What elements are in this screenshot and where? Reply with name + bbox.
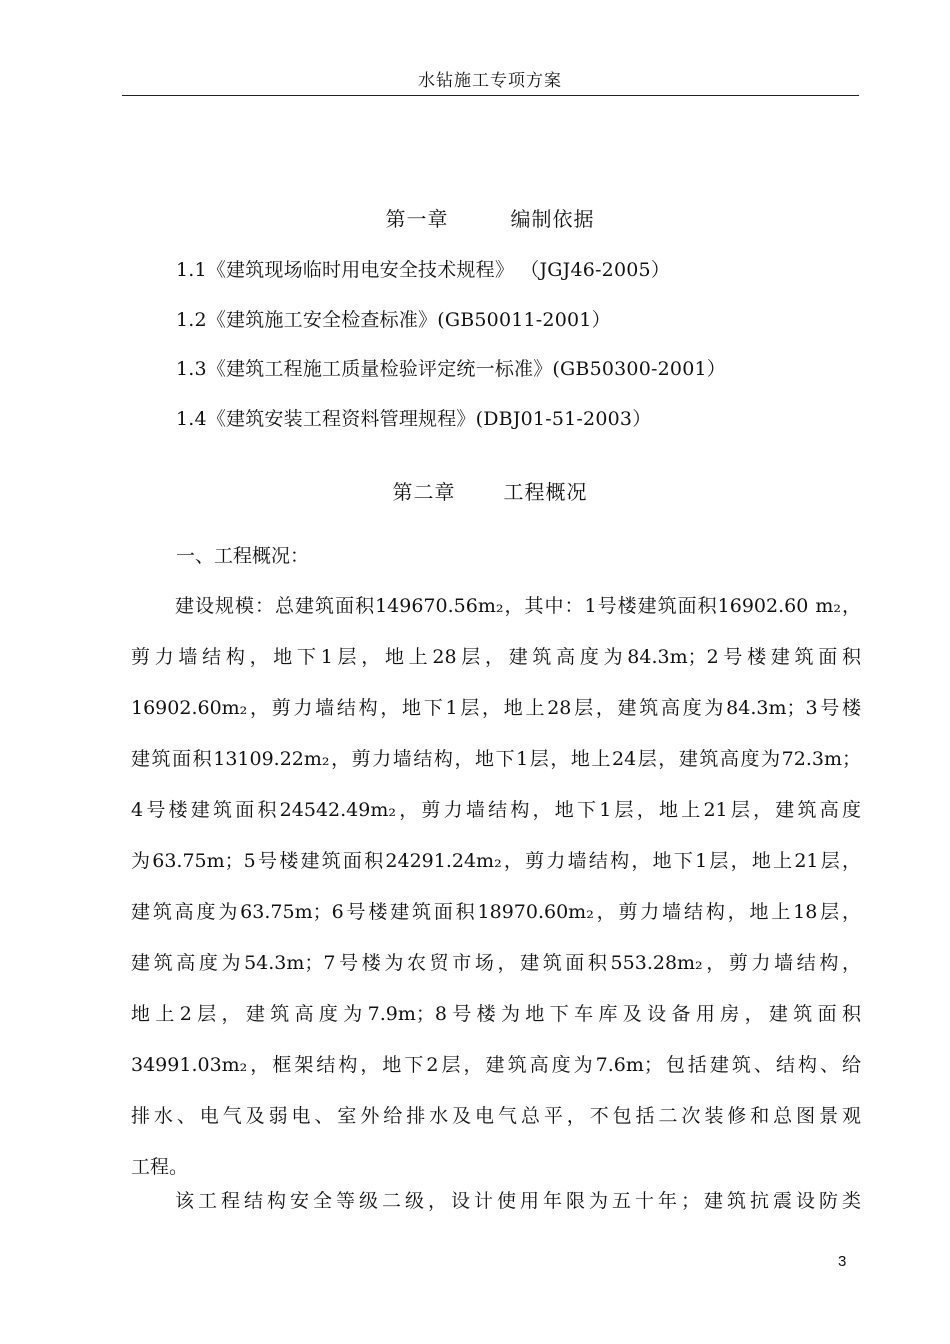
header-divider [122,95,859,96]
paragraph-line: 34991.03m₂，框架结构，地下2层，建筑高度为7.6m；包括建筑、结构、给 [131,1054,861,1076]
chapter-1-name: 编制依据 [510,207,595,231]
reference-item: 1.4《建筑安装工程资料管理规程》(DBJ01-51-2003） [176,408,652,430]
section-heading: 一、工程概况： [176,545,310,567]
page-number: 3 [838,1253,847,1270]
chapter-2-label: 第二章 [392,480,456,504]
paragraph-line: 建筑高度为63.75m；6号楼建筑面积18970.60m₂，剪力墙结构，地上18层， [131,901,861,923]
paragraph-line: 该工程结构安全等级二级，设计使用年限为五十年；建筑抗震设防类 [175,1190,861,1212]
paragraph-line: 16902.60m₂，剪力墙结构，地下1层，地上28层，建筑高度为84.3m；3号楼 [131,697,861,719]
paragraph-line: 建筑面积13109.22m₂，剪力墙结构，地下1层，地上24层，建筑高度为72.3m； [131,748,861,770]
paragraph-line: 地上2层，建筑高度为7.9m；8号楼为地下车库及设备用房，建筑面积 [131,1003,861,1025]
project-overview-paragraph [131,581,861,1193]
paragraph-line: 为63.75m；5号楼建筑面积24291.24m₂，剪力墙结构，地下1层，地上21层， [131,850,861,872]
paragraph-line: 工程。 [131,1156,189,1178]
chapter-2-title [122,476,858,505]
safety-grade-paragraph [131,1176,861,1227]
paragraph-line: 排水、电气及弱电、室外给排水及电气总平，不包括二次装修和总图景观 [131,1105,861,1127]
chapter-1-label: 第一章 [385,207,449,231]
reference-item: 1.1《建筑现场临时用电安全技术规程》 （JGJ46-2005） [176,259,671,281]
page-header-title: 水钻施工专项方案 [418,71,562,91]
chapter-2-name: 工程概况 [503,480,588,504]
chapter-1-title [122,203,858,232]
paragraph-line: 建设规模：总建筑面积149670.56m₂，其中：1号楼建筑面积16902.60 m₂， [175,595,861,617]
paragraph-line: 建筑高度为54.3m；7号楼为农贸市场，建筑面积553.28m₂，剪力墙结构， [131,952,861,974]
reference-item: 1.2《建筑施工安全检查标准》(GB50011-2001） [176,309,611,331]
reference-item: 1.3《建筑工程施工质量检验评定统一标准》(GB50300-2001） [176,358,726,380]
paragraph-line: 4号楼建筑面积24542.49m₂，剪力墙结构，地下1层，地上21层，建筑高度 [131,799,861,821]
paragraph-line: 剪力墙结构，地下1层，地上28层，建筑高度为84.3m；2号楼建筑面积 [131,646,861,668]
